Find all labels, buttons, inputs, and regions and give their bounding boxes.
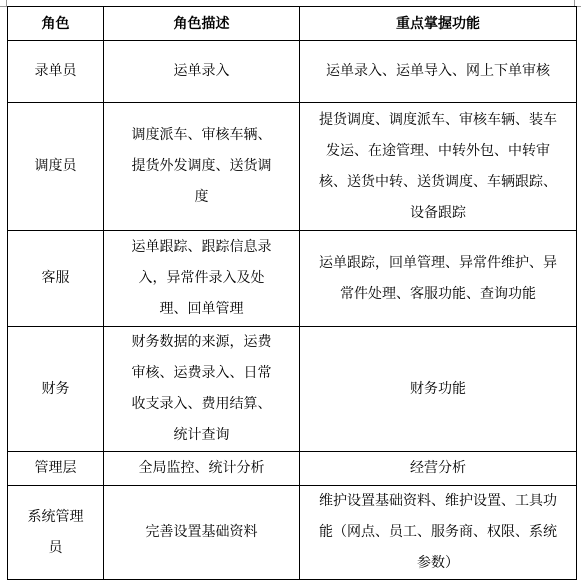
- role-cell: 系统管理员: [8, 486, 104, 580]
- header-description: 角色描述: [104, 7, 300, 41]
- header-functions: 重点掌握功能: [300, 7, 577, 41]
- role-cell: 录单员: [8, 41, 104, 103]
- role-cell: 调度员: [8, 103, 104, 231]
- description-cell: 调度派车、审核车辆、提货外发调度、送货调度: [104, 103, 300, 231]
- header-role: 角色: [8, 7, 104, 41]
- role-cell: 客服: [8, 231, 104, 327]
- roles-table: [7, 6, 577, 580]
- corner-crop-mark: [0, 0, 7, 7]
- table-row: [8, 486, 577, 580]
- functions-cell: 运单跟踪，回单管理、异常件维护、异常件处理、客服功能、查询功能: [300, 231, 577, 327]
- description-cell: 完善设置基础资料: [104, 486, 300, 580]
- description-cell: 运单跟踪、跟踪信息录入，异常件录入及处理、回单管理: [104, 231, 300, 327]
- functions-cell: 维护设置基础资料、维护设置、工具功能（网点、员工、服务商、权限、系统参数）: [300, 486, 577, 580]
- functions-cell: 提货调度、调度派车、审核车辆、装车发运、在途管理、中转外包、中转审核、送货中转、送货调度、车辆跟踪、设备跟踪: [300, 103, 577, 231]
- role-cell: 管理层: [8, 452, 104, 486]
- table-row: [8, 452, 577, 486]
- description-cell: 全局监控、统计分析: [104, 452, 300, 486]
- functions-cell: 财务功能: [300, 327, 577, 452]
- table-row: [8, 231, 577, 327]
- table-row: [8, 327, 577, 452]
- description-cell: 财务数据的来源，运费审核、运费录入、日常收支录入、费用结算、统计查询: [104, 327, 300, 452]
- table-row: [8, 41, 577, 103]
- description-cell: 运单录入: [104, 41, 300, 103]
- table-header-row: [8, 7, 577, 41]
- table-row: [8, 103, 577, 231]
- functions-cell: 经营分析: [300, 452, 577, 486]
- role-cell: 财务: [8, 327, 104, 452]
- functions-cell: 运单录入、运单导入、网上下单审核: [300, 41, 577, 103]
